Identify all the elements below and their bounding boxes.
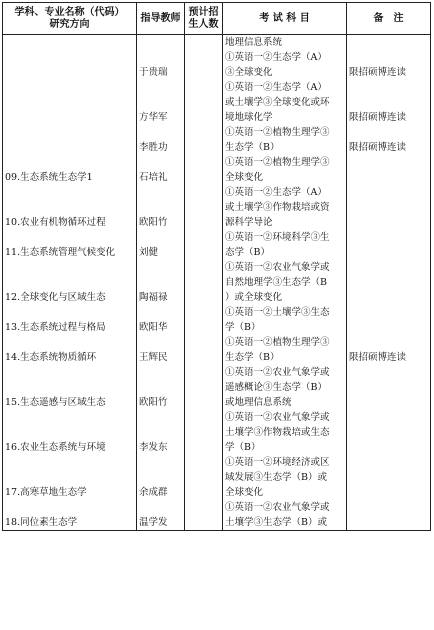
exam-subjects-cell (223, 500, 347, 531)
teacher-name: 温学发 (139, 517, 168, 528)
teacher-cell (137, 155, 185, 185)
note-cell (347, 185, 431, 230)
quota-cell (185, 80, 223, 125)
exam-subjects-line: ①英语一②环境科学③生 (225, 232, 330, 243)
table-row (3, 500, 431, 531)
header-exam: 考 试 科 目 (223, 3, 347, 35)
note-text: 限招硕博连读 (349, 112, 407, 123)
note-text (349, 515, 428, 530)
table-body (3, 35, 431, 531)
teacher-cell (137, 500, 185, 531)
research-direction: 12.全球变化与区域生态 (5, 292, 106, 303)
teacher-name: 王辉民 (139, 352, 168, 363)
teacher-cell (137, 35, 185, 51)
exam-subjects-line: ①英语一②农业气象学或 (225, 367, 330, 378)
research-direction: 15.生态遥感与区域生态 (5, 397, 106, 408)
table-row (3, 155, 431, 185)
exam-subjects-cell (223, 455, 347, 500)
research-direction-cell (3, 50, 137, 80)
document (2, 2, 430, 628)
teacher-name: 欧阳华 (139, 322, 168, 333)
teacher-name: 于贵瑞 (139, 67, 168, 78)
exam-subjects-line: ①英语一②生态学（A） (225, 187, 327, 198)
note-text (349, 440, 428, 455)
note-text: 限招硕博连读 (349, 67, 407, 78)
note-cell (347, 365, 431, 410)
exam-subjects-line: 全球变化 (225, 172, 264, 183)
exam-subjects-cell (223, 365, 347, 410)
note-text: 限招硕博连读 (349, 352, 407, 363)
exam-subjects-line: 生态学（B） (225, 142, 280, 153)
teacher-name: 欧阳竹 (139, 397, 168, 408)
teacher-cell (137, 125, 185, 155)
teacher-cell (137, 185, 185, 230)
exam-subjects-cell (223, 50, 347, 80)
teacher-name: 石培礼 (139, 172, 168, 183)
exam-subjects-line: 地理信息系统 (225, 37, 283, 48)
exam-subjects-cell (223, 185, 347, 230)
quota-cell (185, 230, 223, 260)
research-direction: 14.生态系统物质循环 (5, 352, 97, 363)
exam-subjects-line: ③全球变化 (225, 67, 273, 78)
exam-subjects-cell (223, 260, 347, 305)
quota-cell (185, 305, 223, 335)
note-cell (347, 125, 431, 155)
table-row (3, 455, 431, 500)
exam-subjects-line: 自然地理学③生态学（B (225, 277, 327, 288)
note-cell (347, 455, 431, 500)
research-direction-cell (3, 335, 137, 365)
header-teacher: 指导教师 (137, 3, 185, 35)
exam-subjects-line: 遥感概论③生态学（B） (225, 382, 327, 393)
exam-subjects-line: 生态学（B） (225, 352, 280, 363)
research-direction-cell (3, 35, 137, 51)
table-header-row (3, 3, 431, 35)
note-cell (347, 80, 431, 125)
note-text: 限招硕博连读 (349, 142, 407, 153)
header-discipline (3, 3, 137, 35)
research-direction-cell (3, 230, 137, 260)
teacher-cell (137, 80, 185, 125)
note-cell (347, 500, 431, 531)
table-row (3, 230, 431, 260)
research-direction: 10.农业有机物循环过程 (5, 217, 106, 228)
research-direction-cell (3, 125, 137, 155)
teacher-cell (137, 365, 185, 410)
exam-subjects-line: 土壤学③作物栽培或生态 (225, 427, 330, 438)
exam-subjects-line: 或土壤学③作物栽培或资 (225, 202, 330, 213)
exam-subjects-line: ①英语一②农业气象学或 (225, 262, 330, 273)
table-row (3, 80, 431, 125)
teacher-name: 李发东 (139, 442, 168, 453)
note-cell (347, 50, 431, 80)
research-direction (5, 140, 134, 155)
quota-cell (185, 125, 223, 155)
header-discipline-line2: 研究方向 (49, 18, 90, 30)
teacher-name (139, 35, 182, 50)
note-cell (347, 230, 431, 260)
note-text (349, 170, 428, 185)
note-cell (347, 260, 431, 305)
research-direction: 18.同位素生态学 (5, 517, 78, 528)
exam-subjects-line: ①英语一②农业气象学或 (225, 412, 330, 423)
quota-cell (185, 335, 223, 365)
research-direction-cell (3, 410, 137, 455)
exam-subjects-line: 域发展③生态学（B）或 (225, 472, 327, 483)
quota-cell (185, 50, 223, 80)
exam-subjects-cell (223, 80, 347, 125)
table-row (3, 35, 431, 51)
header-discipline-line1: 学科、专业名称（代码） (14, 6, 125, 18)
table-row (3, 335, 431, 365)
note-text (349, 35, 428, 50)
table-row (3, 185, 431, 230)
teacher-cell (137, 50, 185, 80)
exam-subjects-line: ①英语一②生态学（A） (225, 82, 327, 93)
quota-cell (185, 365, 223, 410)
research-direction: 13.生态系统过程与格局 (5, 322, 106, 333)
teacher-name: 欧阳竹 (139, 217, 168, 228)
note-cell (347, 305, 431, 335)
research-direction (5, 110, 134, 125)
exam-subjects-cell (223, 155, 347, 185)
research-direction-cell (3, 365, 137, 410)
note-text (349, 320, 428, 335)
table-row (3, 305, 431, 335)
exam-subjects-line: ①英语一②农业气象学或 (225, 502, 330, 513)
exam-subjects-line: 或土壤学③全球变化或环 (225, 97, 330, 108)
research-direction: 09.生态系统生态学1 (5, 172, 93, 183)
note-cell (347, 35, 431, 51)
exam-subjects-line: 全球变化 (225, 487, 264, 498)
quota-cell (185, 410, 223, 455)
header-note: 备 注 (347, 3, 431, 35)
exam-subjects-line: ）或全球变化 (225, 292, 283, 303)
quota-cell (185, 185, 223, 230)
exam-subjects-line: ①英语一②植物生理学③ (225, 337, 330, 348)
exam-subjects-line: 或地理信息系统 (225, 397, 292, 408)
research-direction: 11.生态系统管理气候变化 (5, 247, 116, 258)
note-text (349, 485, 428, 500)
teacher-cell (137, 260, 185, 305)
research-direction-cell (3, 260, 137, 305)
note-text (349, 215, 428, 230)
exam-subjects-cell (223, 335, 347, 365)
exam-subjects-line: ①英语一②植物生理学③ (225, 127, 330, 138)
research-direction-cell (3, 155, 137, 185)
exam-subjects-cell (223, 230, 347, 260)
enrollment-table (2, 2, 431, 531)
teacher-cell (137, 410, 185, 455)
note-text (349, 395, 428, 410)
exam-subjects-line: ①英语一②土壤学③生态 (225, 307, 330, 318)
teacher-name: 方华军 (139, 112, 168, 123)
exam-subjects-cell (223, 305, 347, 335)
exam-subjects-line: ①英语一②环境经济或区 (225, 457, 330, 468)
research-direction (5, 35, 134, 50)
teacher-cell (137, 230, 185, 260)
header-quota-line1: 预计招 (188, 6, 219, 18)
exam-subjects-line: ①英语一②生态学（A） (225, 52, 327, 63)
exam-subjects-line: 境地球化学 (225, 112, 273, 123)
teacher-cell (137, 335, 185, 365)
teacher-name: 陶福禄 (139, 292, 168, 303)
teacher-cell (137, 455, 185, 500)
research-direction: 17.高寒草地生态学 (5, 487, 87, 498)
table-row (3, 365, 431, 410)
note-text (349, 245, 428, 260)
exam-subjects-cell (223, 410, 347, 455)
exam-subjects-cell (223, 125, 347, 155)
note-text (349, 290, 428, 305)
research-direction-cell (3, 80, 137, 125)
teacher-name: 李胜功 (139, 142, 168, 153)
exam-subjects-line: 态学（B） (225, 247, 270, 258)
note-cell (347, 155, 431, 185)
research-direction-cell (3, 305, 137, 335)
quota-cell (185, 500, 223, 531)
research-direction: 16.农业生态系统与环境 (5, 442, 106, 453)
header-quota (185, 3, 223, 35)
exam-subjects-line: 源科学导论 (225, 217, 273, 228)
exam-subjects-cell (223, 35, 347, 51)
quota-cell (185, 455, 223, 500)
exam-subjects-line: 学（B） (225, 322, 261, 333)
teacher-cell (137, 305, 185, 335)
note-cell (347, 335, 431, 365)
research-direction-cell (3, 500, 137, 531)
table-row (3, 410, 431, 455)
table-row (3, 50, 431, 80)
teacher-name: 刘健 (139, 247, 159, 258)
exam-subjects-line: 学（B） (225, 442, 261, 453)
table-row (3, 125, 431, 155)
teacher-name: 余成群 (139, 487, 168, 498)
research-direction-cell (3, 455, 137, 500)
exam-subjects-line: 土壤学③生态学（B）或 (225, 517, 327, 528)
research-direction (5, 65, 134, 80)
exam-subjects-line: ①英语一②植物生理学③ (225, 157, 330, 168)
table-row (3, 260, 431, 305)
quota-cell (185, 260, 223, 305)
header-quota-line2: 生人数 (188, 18, 219, 30)
note-cell (347, 410, 431, 455)
quota-cell (185, 155, 223, 185)
quota-cell (185, 35, 223, 51)
research-direction-cell (3, 185, 137, 230)
